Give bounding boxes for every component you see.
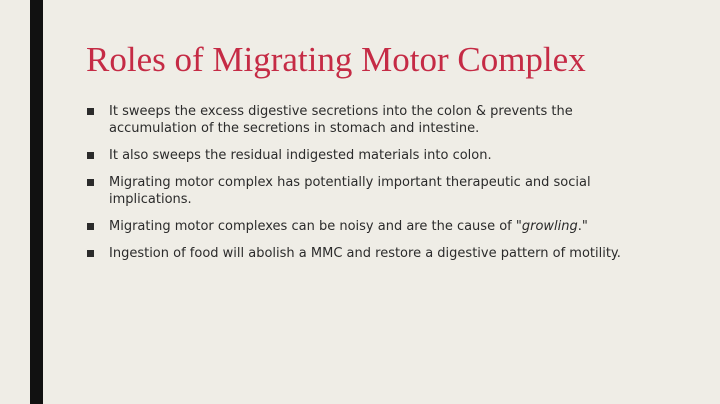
square-bullet-icon xyxy=(87,223,94,230)
bullet-item xyxy=(86,245,646,262)
bullet-item xyxy=(86,103,646,137)
bullet-text: It also sweeps the residual indigested materials into colon. xyxy=(109,148,492,163)
bullet-emphasis-text: growling xyxy=(521,219,578,234)
square-bullet-icon xyxy=(87,179,94,186)
square-bullet-icon xyxy=(87,108,94,115)
bullet-item xyxy=(86,147,646,164)
bullet-text-start: Migrating motor complexes can be noisy and are the cause of " xyxy=(109,219,522,234)
bullet-text: Ingestion of food will abolish a MMC and restore a digestive pattern of motility. xyxy=(109,246,621,261)
bullet-list xyxy=(86,103,646,272)
square-bullet-icon xyxy=(87,250,94,257)
slide-title: Roles of Migrating Motor Complex xyxy=(86,40,586,79)
bullet-text: Migrating motor complex has potentially important therapeutic and social implications. xyxy=(109,175,591,207)
left-accent-bar xyxy=(30,0,43,404)
bullet-text-end: ." xyxy=(577,219,588,234)
bullet-text: It sweeps the excess digestive secretions into the colon & prevents the accumulation of the secretions in stomach and intestine. xyxy=(109,104,573,136)
bullet-item xyxy=(86,174,646,208)
bullet-item xyxy=(86,218,646,235)
square-bullet-icon xyxy=(87,152,94,159)
